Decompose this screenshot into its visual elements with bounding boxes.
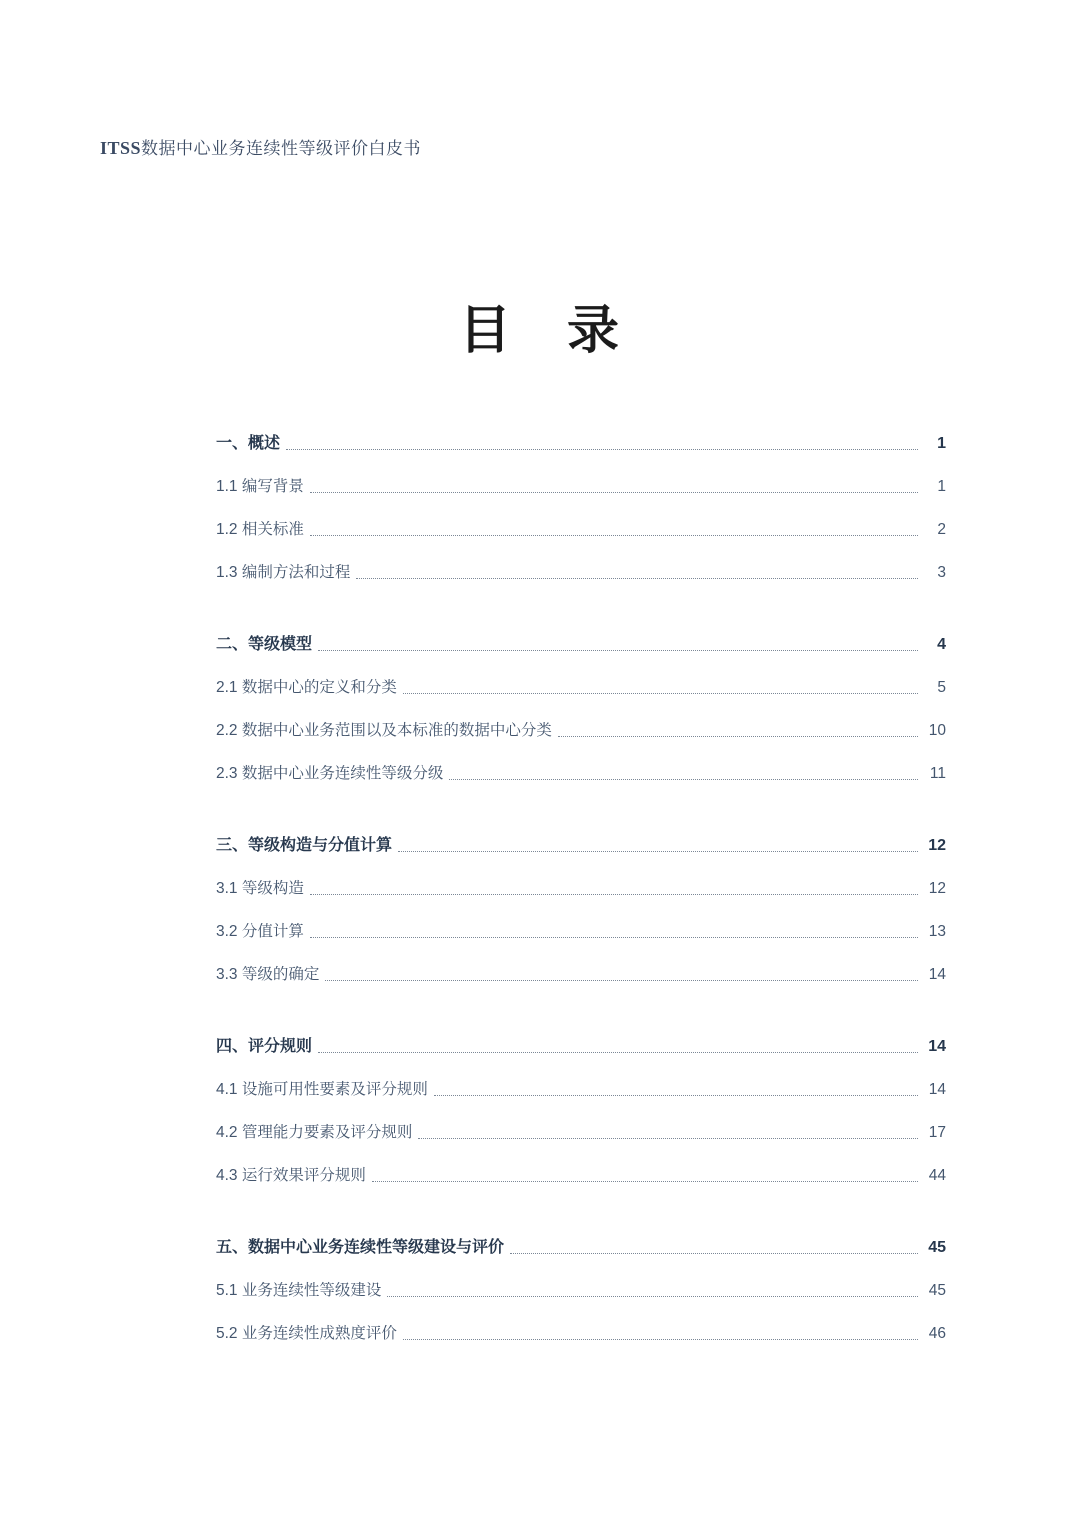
toc-entry-label: 3.2 分值计算 bbox=[216, 923, 304, 940]
toc-entry-spacer bbox=[216, 1143, 946, 1166]
page-header bbox=[100, 134, 421, 159]
header-title: 数据中心业务连续性等级评价白皮书 bbox=[141, 139, 422, 158]
toc-entry[interactable] bbox=[216, 520, 946, 540]
toc-entry-page-number: 2 bbox=[937, 521, 946, 538]
header-abbreviation: ITSS bbox=[100, 138, 142, 158]
toc-leader-dots bbox=[310, 893, 918, 895]
toc-entry[interactable] bbox=[216, 678, 946, 698]
toc-entry-page-number: 45 bbox=[928, 1239, 946, 1256]
toc-entry[interactable] bbox=[216, 635, 946, 655]
toc-entry[interactable] bbox=[216, 1166, 946, 1186]
toc-entry[interactable] bbox=[216, 836, 946, 856]
toc-leader-dots bbox=[418, 1137, 918, 1139]
toc-entry-label: 2.2 数据中心业务范围以及本标准的数据中心分类 bbox=[216, 722, 552, 739]
toc-entry-label: 2.1 数据中心的定义和分类 bbox=[216, 679, 397, 696]
toc-entry-page-number: 1 bbox=[937, 478, 946, 495]
toc-entry-spacer bbox=[216, 1100, 946, 1123]
toc-group-spacer bbox=[216, 583, 946, 635]
toc-entry-spacer bbox=[216, 856, 946, 879]
toc-entry-page-number: 5 bbox=[937, 679, 946, 696]
toc-entry[interactable] bbox=[216, 434, 946, 454]
toc-entry[interactable] bbox=[216, 1324, 946, 1344]
toc-leader-dots bbox=[356, 577, 918, 579]
toc-group-spacer bbox=[216, 1186, 946, 1238]
toc-entry-page-number: 14 bbox=[928, 966, 946, 983]
toc-entry-page-number: 13 bbox=[928, 923, 946, 940]
page-title bbox=[0, 288, 1080, 363]
toc-entry-label: 4.1 设施可用性要素及评分规则 bbox=[216, 1081, 428, 1098]
toc-entry-page-number: 3 bbox=[937, 564, 946, 581]
toc-entry[interactable] bbox=[216, 563, 946, 583]
toc-entry-label: 5.2 业务连续性成熟度评价 bbox=[216, 1325, 397, 1342]
toc-entry-page-number: 17 bbox=[928, 1124, 946, 1141]
toc-entry-label: 2.3 数据中心业务连续性等级分级 bbox=[216, 765, 444, 782]
toc-leader-dots bbox=[403, 692, 918, 694]
toc-entry-page-number: 14 bbox=[928, 1081, 946, 1098]
toc-entry[interactable] bbox=[216, 965, 946, 985]
toc-entry[interactable] bbox=[216, 764, 946, 784]
toc-group-spacer bbox=[216, 784, 946, 836]
page-title-left: 目 bbox=[458, 303, 513, 360]
page-title-right: 录 bbox=[567, 303, 622, 360]
toc-entry-label: 1.1 编写背景 bbox=[216, 478, 304, 495]
toc-entry-page-number: 11 bbox=[929, 765, 946, 782]
toc-entry-spacer bbox=[216, 698, 946, 721]
toc-entry-label: 1.2 相关标准 bbox=[216, 521, 304, 538]
toc-entry-spacer bbox=[216, 655, 946, 678]
toc-leader-dots bbox=[372, 1180, 918, 1182]
toc-leader-dots bbox=[325, 979, 918, 981]
toc-entry-page-number: 1 bbox=[937, 435, 946, 452]
toc-group-spacer bbox=[216, 985, 946, 1037]
toc-leader-dots bbox=[318, 1051, 918, 1053]
toc-leader-dots bbox=[310, 534, 918, 536]
toc-entry-page-number: 14 bbox=[928, 1038, 946, 1055]
toc-leader-dots bbox=[318, 649, 918, 651]
toc-entry-spacer bbox=[216, 942, 946, 965]
toc-entry-page-number: 46 bbox=[928, 1325, 946, 1342]
toc-entry-label: 四、评分规则 bbox=[216, 1038, 313, 1055]
toc-leader-dots bbox=[387, 1295, 918, 1297]
toc-entry-page-number: 10 bbox=[928, 722, 946, 739]
toc-entry-label: 3.3 等级的确定 bbox=[216, 966, 320, 983]
toc-entry[interactable] bbox=[216, 1037, 946, 1057]
toc-entry-label: 4.2 管理能力要素及评分规则 bbox=[216, 1124, 413, 1141]
toc-entry[interactable] bbox=[216, 1080, 946, 1100]
toc-entry[interactable] bbox=[216, 1281, 946, 1301]
table-of-contents bbox=[216, 434, 946, 1344]
toc-leader-dots bbox=[403, 1338, 918, 1340]
toc-entry-spacer bbox=[216, 741, 946, 764]
toc-entry-label: 4.3 运行效果评分规则 bbox=[216, 1167, 366, 1184]
toc-entry-spacer bbox=[216, 1057, 946, 1080]
toc-entry-spacer bbox=[216, 454, 946, 477]
toc-entry[interactable] bbox=[216, 721, 946, 741]
toc-entry[interactable] bbox=[216, 477, 946, 497]
toc-entry-spacer bbox=[216, 540, 946, 563]
toc-entry-page-number: 45 bbox=[928, 1282, 946, 1299]
toc-leader-dots bbox=[310, 491, 918, 493]
toc-entry[interactable] bbox=[216, 1238, 946, 1258]
toc-entry[interactable] bbox=[216, 922, 946, 942]
toc-entry-label: 三、等级构造与分值计算 bbox=[216, 837, 393, 854]
toc-entry[interactable] bbox=[216, 1123, 946, 1143]
toc-entry-label: 一、概述 bbox=[216, 435, 281, 452]
toc-leader-dots bbox=[510, 1252, 918, 1254]
toc-entry-spacer bbox=[216, 1258, 946, 1281]
toc-entry-spacer bbox=[216, 497, 946, 520]
toc-entry-label: 二、等级模型 bbox=[216, 636, 313, 653]
toc-leader-dots bbox=[310, 936, 918, 938]
toc-leader-dots bbox=[434, 1094, 918, 1096]
toc-entry-page-number: 12 bbox=[928, 837, 946, 854]
toc-leader-dots bbox=[286, 448, 918, 450]
toc-entry-page-number: 4 bbox=[937, 636, 946, 653]
toc-entry-label: 五、数据中心业务连续性等级建设与评价 bbox=[216, 1239, 505, 1256]
toc-entry-page-number: 44 bbox=[928, 1167, 946, 1184]
toc-leader-dots bbox=[398, 850, 918, 852]
toc-leader-dots bbox=[449, 778, 918, 780]
toc-entry-label: 1.3 编制方法和过程 bbox=[216, 564, 351, 581]
toc-entry-label: 3.1 等级构造 bbox=[216, 880, 304, 897]
toc-entry-spacer bbox=[216, 1301, 946, 1324]
toc-entry[interactable] bbox=[216, 879, 946, 899]
toc-entry-label: 5.1 业务连续性等级建设 bbox=[216, 1282, 382, 1299]
toc-entry-page-number: 12 bbox=[928, 880, 946, 897]
toc-leader-dots bbox=[558, 735, 918, 737]
toc-entry-spacer bbox=[216, 899, 946, 922]
